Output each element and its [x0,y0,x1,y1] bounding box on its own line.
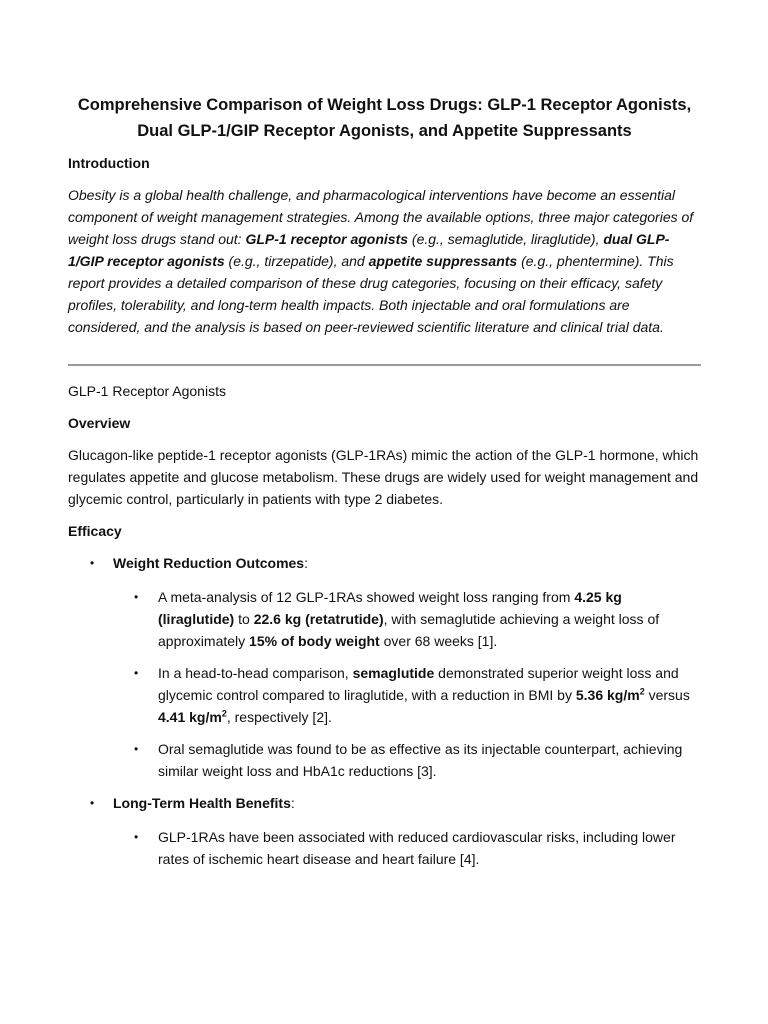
section-label: GLP-1 Receptor Agonists [68,383,226,399]
list-item [68,662,701,728]
item-bold: 22.6 kg (retatrutide) [253,611,384,627]
item-text: A meta-analysis of 12 GLP-1RAs showed weight loss ranging from [158,589,575,605]
list-item [68,738,701,782]
long-term-label: Long-Term Health Benefits [113,795,291,811]
bullet-icon: • [90,556,95,570]
item-text: In a head-to-head comparison, [158,665,353,681]
bullet-icon: • [134,830,139,844]
weight-reduction-label: Weight Reduction Outcomes [113,555,305,571]
bullet-icon: • [134,742,139,756]
item-text: to [234,611,254,627]
efficacy-heading: Efficacy [68,523,122,539]
bmi-value: 5.36 kg/m [575,687,640,703]
item-text: over 68 weeks [1]. [379,633,498,649]
intro-text-1: Obesity is a global health challenge, and pharmacological interventions have become an essential component of weight management strategies. Among the available options, three major categories of weight loss drugs stand out: [68,187,694,247]
intro-bold-appetite: appetite suppressants [368,253,518,269]
overview-heading: Overview [68,415,131,431]
bmi-value: 4.41 kg/m [158,709,222,725]
item-text: , with semaglutide achieving a weight loss of approximately [158,611,660,649]
section-divider [68,364,701,366]
item-text: versus [644,687,690,703]
intro-text-2: (e.g., semaglutide, liraglutide), [408,231,604,247]
colon: : [290,795,295,811]
intro-text-4: (e.g., phentermine). This report provides a detailed comparison of these drug categories, focusing on their efficacy, safety profiles, tolerability, and long-term health impacts. Both injectable and oral formulations are considered, and the analysis is based on peer-reviewed scientific literature and clinical trial data. [68,253,674,335]
item-bold: semaglutide [352,665,435,681]
list-item [68,826,701,870]
introduction-heading: Introduction [68,155,150,171]
list-item [68,586,701,652]
intro-text-3: (e.g., tirzepatide), and [224,253,369,269]
item-bold [158,709,227,725]
superscript: 2 [639,686,645,697]
superscript: 2 [221,708,227,719]
item-text: demonstrated superior weight loss and glycemic control compared to liraglutide, with a reduction in BMI by [158,665,679,703]
title-line-1: Comprehensive Comparison of Weight Loss Drugs: GLP-1 Receptor Agonists, [77,96,692,114]
list-item [68,792,701,814]
bullet-icon: • [90,796,95,810]
item-bold: 15% of body weight [249,633,380,649]
efficacy-list [68,552,701,870]
colon: : [304,555,308,571]
bullet-icon: • [134,590,139,604]
document-title [68,92,701,144]
document-page [68,92,701,870]
overview-paragraph: Glucagon-like peptide-1 receptor agonists (GLP-1RAs) mimic the action of the GLP-1 hormone, which regulates appetite and glucose metabolism. These drugs are widely used for weight management and glycemic control, particularly in patients with type 2 diabetes. [68,447,699,507]
intro-bold-glp1: GLP-1 receptor agonists [245,231,409,247]
item-text: Oral semaglutide was found to be as effective as its injectable counterpart, achieving similar weight loss and HbA1c reductions [3]. [158,741,683,779]
item-bold: 4.25 kg (liraglutide) [158,589,622,627]
item-text: GLP-1RAs have been associated with reduced cardiovascular risks, including lower rates of ischemic heart disease and heart failure [4]. [158,829,676,867]
introduction-paragraph [68,184,701,338]
item-bold [576,687,645,703]
intro-bold-dual: dual GLP-1/GIP receptor agonists [68,231,670,269]
item-text: , respectively [2]. [226,709,332,725]
list-item [68,552,701,574]
bullet-icon: • [134,666,139,680]
title-line-2: Dual GLP-1/GIP Receptor Agonists, and Appetite Suppressants [137,122,632,140]
